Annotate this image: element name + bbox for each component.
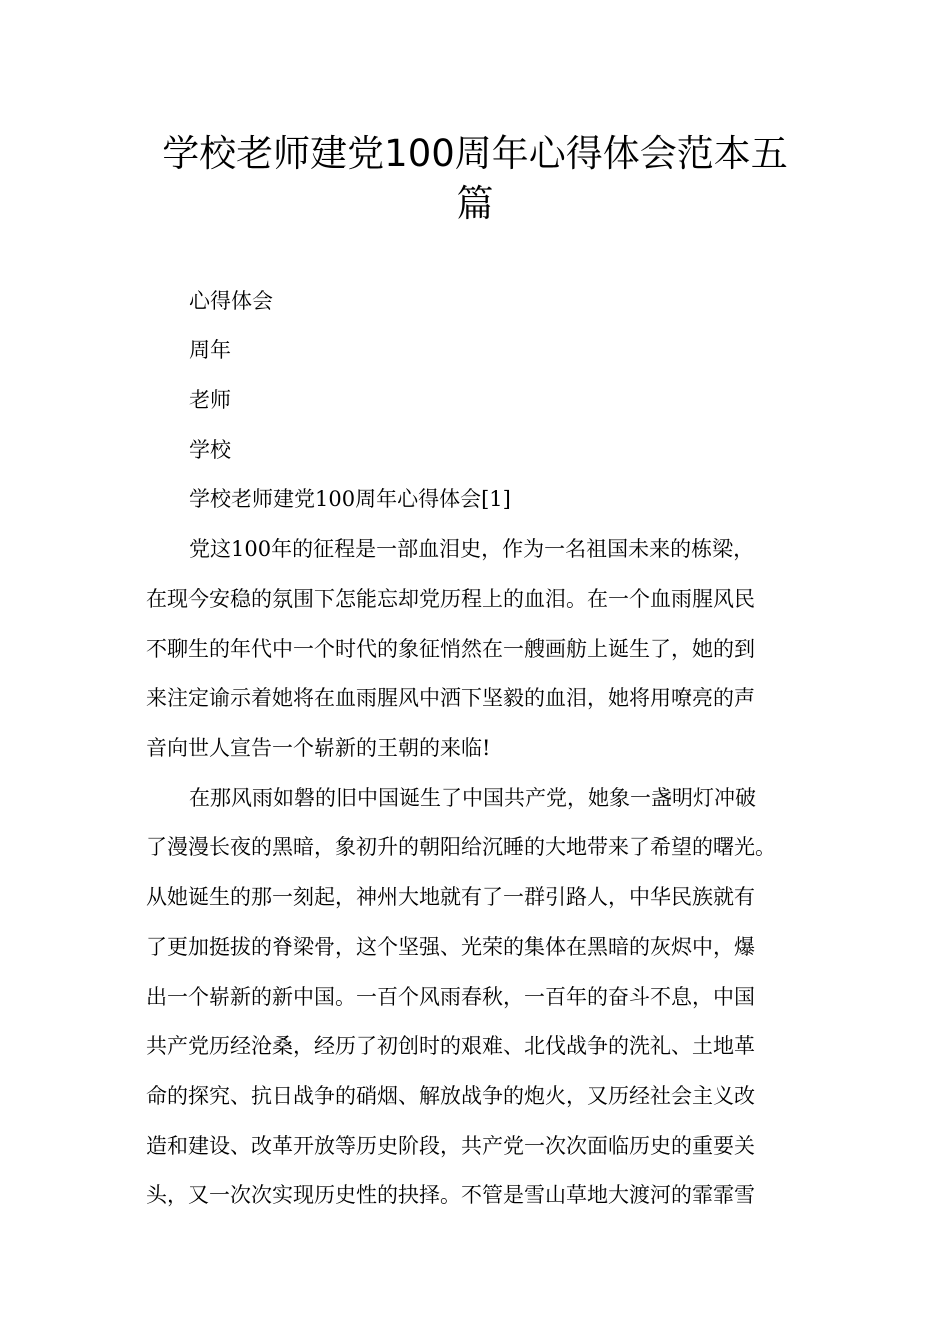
paragraph-2-line: 头，又一次次实现历史性的抉择。不管是雪山草地大渡河的霏霏雪	[146, 1183, 755, 1207]
keyword-item: 学校	[189, 438, 231, 462]
paragraph-2-line: 了漫漫长夜的黑暗，象初升的朝阳给沉睡的大地带来了希望的曙光。	[146, 835, 776, 859]
paragraph-2-line: 造和建设、改革开放等历史阶段，共产党一次次面临历史的重要关	[146, 1134, 755, 1158]
paragraph-2-line: 出一个崭新的新中国。一百个风雨春秋，一百年的奋斗不息，中国	[146, 985, 755, 1009]
paragraph-1-line: 音向世人宣告一个崭新的王朝的来临!	[146, 736, 491, 760]
paragraph-1-line: 来注定谕示着她将在血雨腥风中洒下坚毅的血泪，她将用嘹亮的声	[146, 686, 755, 710]
paragraph-2-line: 了更加挺拔的脊梁骨，这个坚强、光荣的集体在黑暗的灰烬中，爆	[146, 935, 755, 959]
keyword-item: 心得体会	[189, 289, 273, 313]
paragraph-1-line: 在现今安稳的氛围下怎能忘却党历程上的血泪。在一个血雨腥风民	[146, 587, 755, 611]
keyword-item: 老师	[189, 388, 231, 412]
paragraph-2-line: 从她诞生的那一刻起，神州大地就有了一群引路人，中华民族就有	[146, 885, 755, 909]
keyword-item: 周年	[189, 338, 231, 362]
paragraph-2-line: 在那风雨如磐的旧中国诞生了中国共产党，她象一盏明灯冲破	[189, 786, 756, 810]
paragraph-1-line: 党这100年的征程是一部血泪史，作为一名祖国未来的栋梁，	[189, 537, 755, 561]
section-heading: 学校老师建党100周年心得体会[1]	[189, 487, 511, 511]
document-title-line-2: 篇	[456, 182, 494, 225]
document-title-line-1: 学校老师建党100周年心得体会范本五	[162, 132, 788, 175]
paragraph-2-line: 共产党历经沧桑，经历了初创时的艰难、北伐战争的洗礼、土地革	[146, 1034, 755, 1058]
paragraph-1-line: 不聊生的年代中一个时代的象征悄然在一艘画舫上诞生了，她的到	[146, 637, 755, 661]
paragraph-2-line: 命的探究、抗日战争的硝烟、解放战争的炮火，又历经社会主义改	[146, 1084, 755, 1108]
